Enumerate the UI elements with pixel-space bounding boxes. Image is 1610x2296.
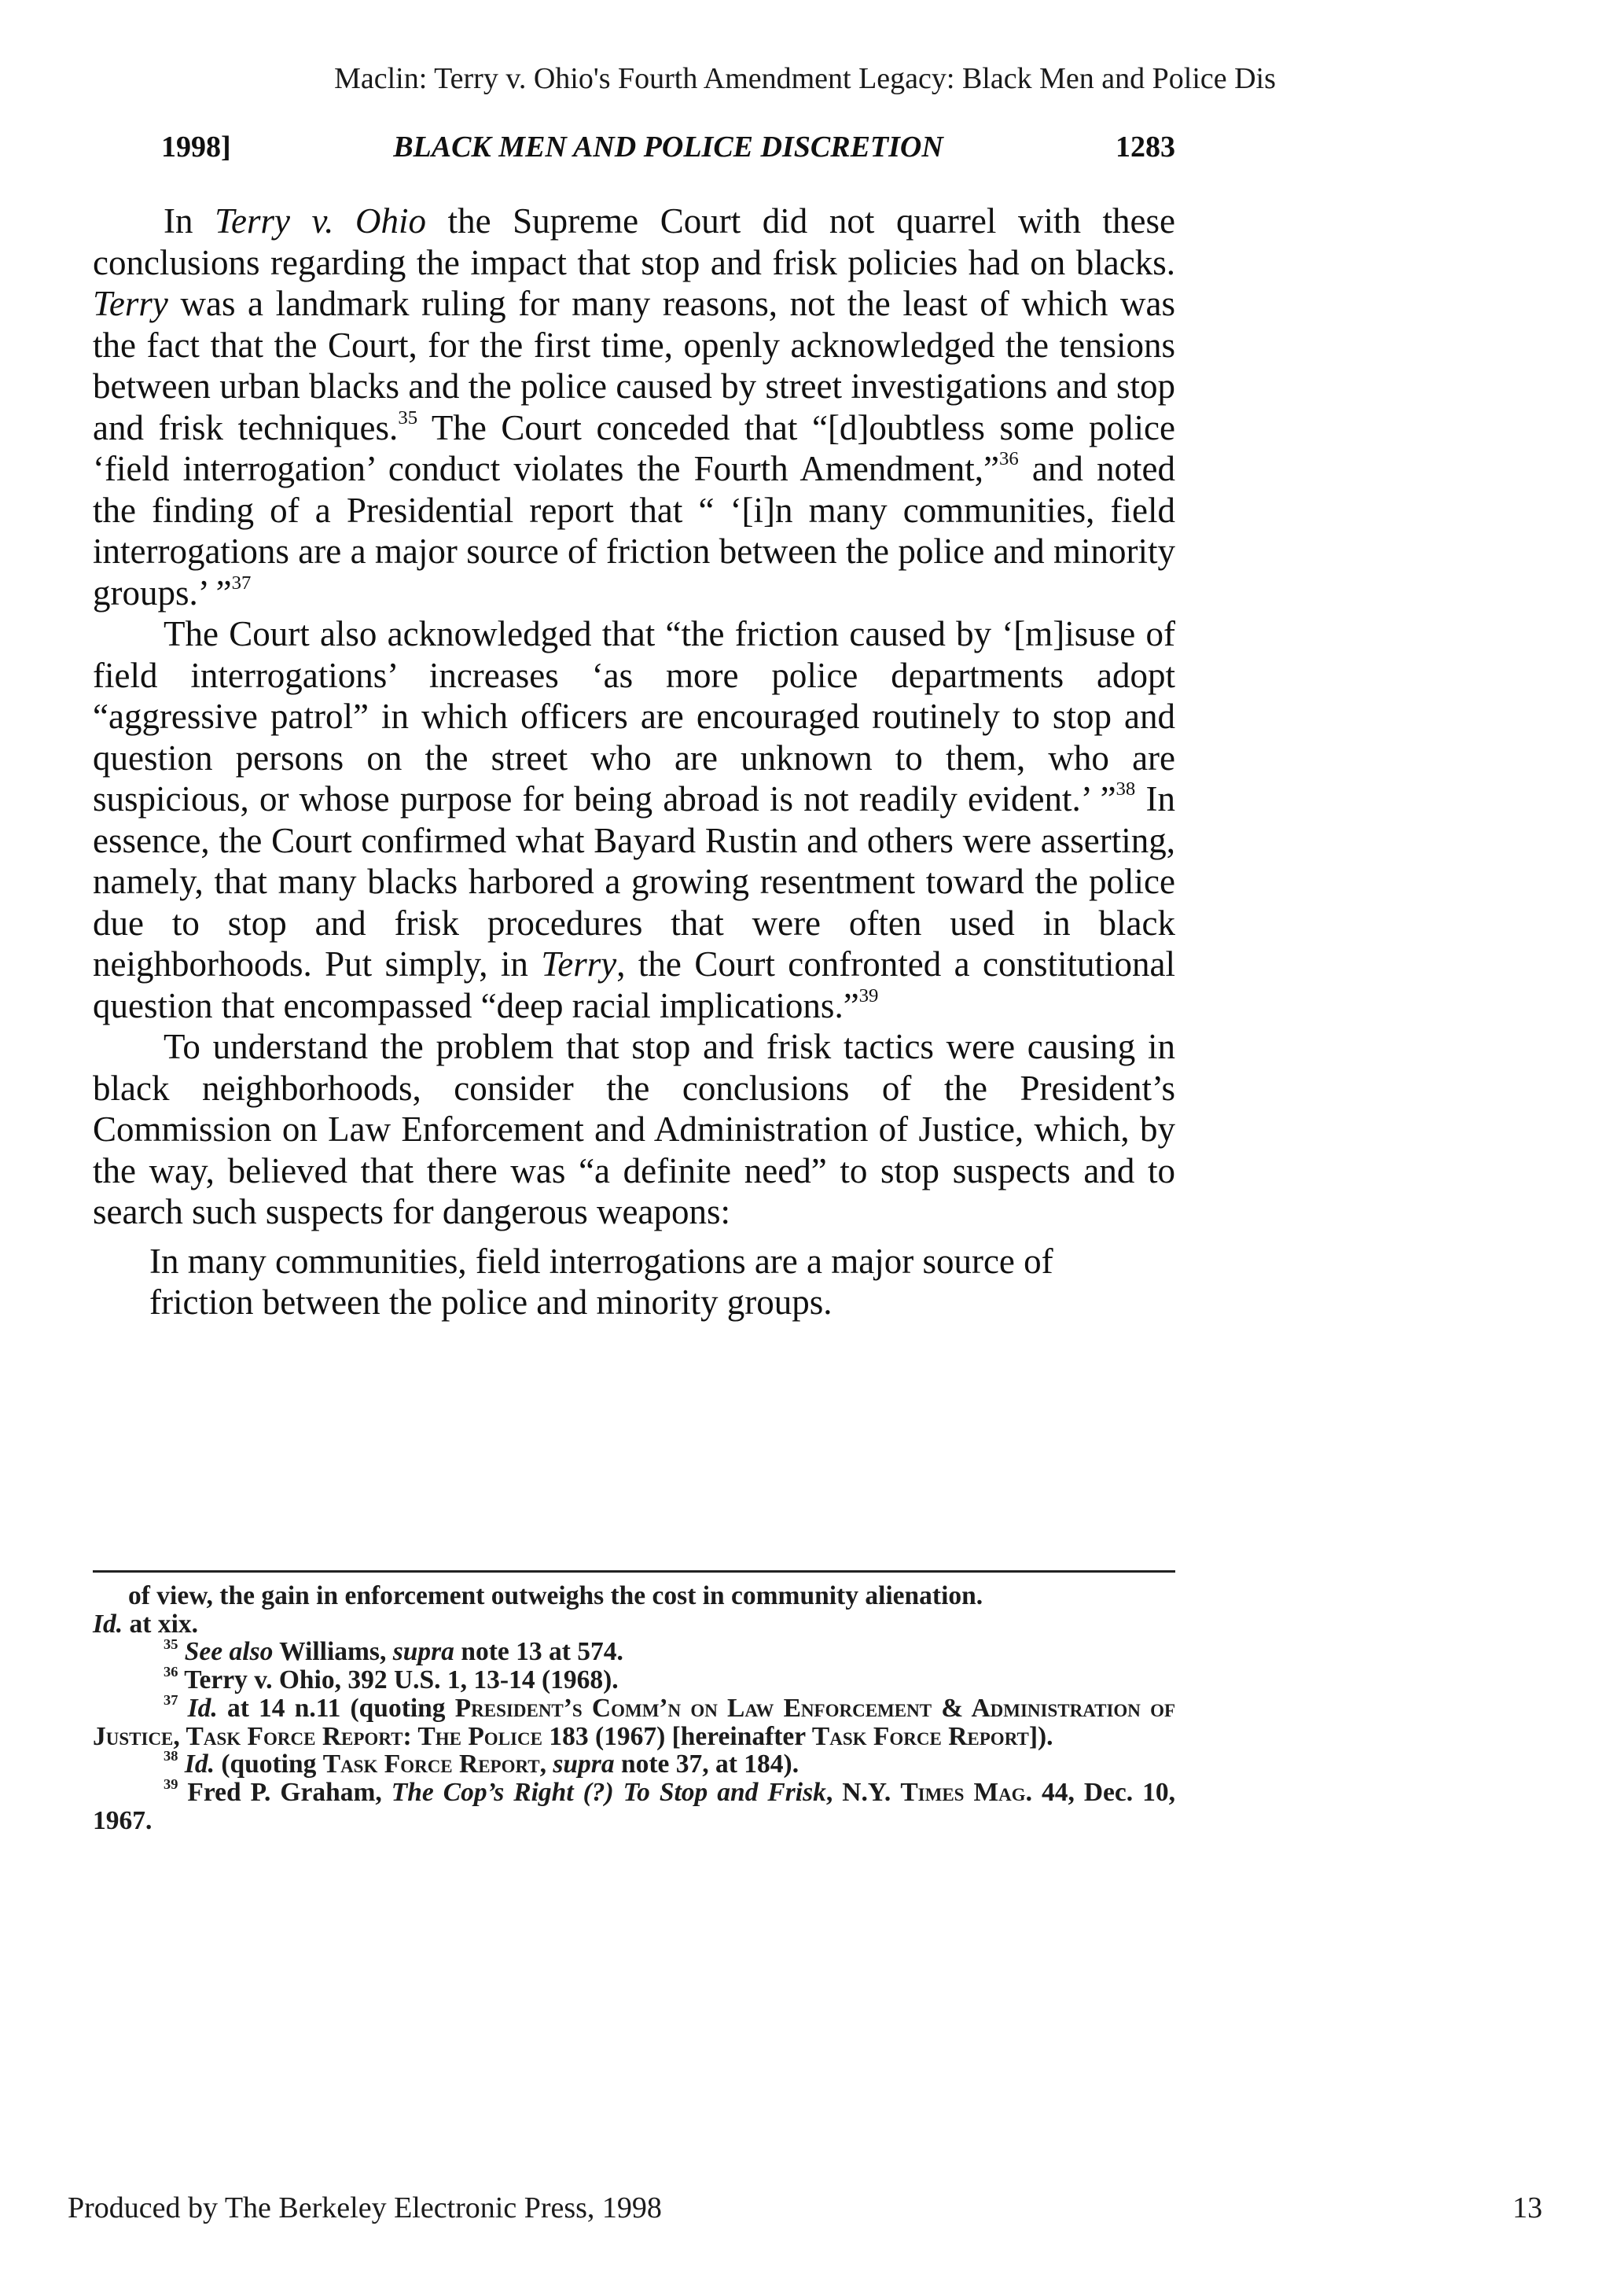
footnote-36 <box>93 1666 1175 1694</box>
running-head-year: 1998] <box>161 131 231 164</box>
text-run: The Court conceded that “[d]oubtless some police ‘field interrogation’ conduct violates the Fourth Amendment,” <box>93 407 1176 488</box>
page-number: 1283 <box>1116 131 1175 164</box>
footnote-39 <box>93 1776 1176 1835</box>
running-head-title: BLACK MEN AND POLICE DISCRETION <box>393 131 943 164</box>
text-run: and noted the finding of a Presidential report that “ ‘[i]n many communities, field interrogations are a major source of friction between the police and minority groups.’ ” <box>93 449 1175 613</box>
footnote-ref-37[interactable]: 37 <box>231 572 252 594</box>
id-signal: Id. <box>184 1750 215 1779</box>
signal: See also <box>184 1637 274 1667</box>
text-run: the Supreme Court did not quarrel with these conclusions regarding the impact that stop and frisk policies had on blacks. <box>93 201 1175 282</box>
page-footer <box>68 2191 1542 2230</box>
text-run: Fred P. Graham, <box>187 1777 391 1807</box>
case-name: Terry <box>541 944 617 984</box>
supra-signal: supra <box>392 1637 454 1667</box>
case-name: Terry <box>93 284 168 323</box>
paragraph-1 <box>93 201 1175 613</box>
footnote-number: 35 <box>164 1636 178 1652</box>
footnote-37 <box>93 1691 1176 1751</box>
article-body <box>93 201 1175 1323</box>
text-run: note 37, at 184). <box>614 1750 799 1779</box>
text-run: The Court also acknowledged that “the friction caused by ‘[m]isuse of field interrogations’ increases ‘as more police departments adopt “aggressive patrol” in which officers are encouraged routinely to stop and question persons on the street who are unknown to them, who are suspicious, or whose purpose for being abroad is not readily evident.’ ” <box>93 614 1175 819</box>
block-quote: In many communities, field interrogations are a major source of friction between the police and minority groups. <box>149 1241 1053 1322</box>
footnote-number: 37 <box>164 1691 178 1708</box>
text-run: , <box>539 1750 553 1779</box>
footnote-divider <box>93 1570 1175 1573</box>
footnote-number: 39 <box>164 1776 178 1793</box>
footnote-38 <box>93 1750 1175 1779</box>
paragraph-2 <box>93 613 1175 1026</box>
footnote-ref-38[interactable]: 38 <box>1116 778 1136 800</box>
footer-publisher: Produced by The Berkeley Electronic Press, 1998 <box>68 2191 662 2224</box>
footnotes <box>93 1582 1175 1834</box>
footnote-id-reference <box>93 1610 1175 1639</box>
article-title: The Cop’s Right (?) To Stop and Frisk <box>391 1777 826 1807</box>
short-title: Task Force Report <box>322 1750 540 1779</box>
footnote-number: 36 <box>164 1664 178 1680</box>
text-run: was a landmark ruling for many reasons, not the least of which was the fact that the Court, for the first time, openly acknowledged the tensions between urban blacks and the police caused by street investigations and stop and frisk techniques. <box>93 284 1175 447</box>
report-title: President’s Comm’n on Law Enforcement & Administration of Justice, Task Force Report: The Police <box>93 1693 1176 1751</box>
footnote-ref-36[interactable]: 36 <box>999 448 1019 470</box>
footnote-ref-35[interactable]: 35 <box>398 407 418 429</box>
text-run: In <box>164 201 215 241</box>
footer-page-number: 13 <box>1513 2191 1542 2224</box>
text-run: at xix. <box>123 1609 199 1639</box>
short-title: Task Force Report <box>811 1721 1029 1751</box>
text-run: 183 (1967) [hereinafter <box>542 1721 812 1751</box>
id-signal: Id. <box>93 1609 123 1639</box>
case-name: Terry v. Ohio <box>215 201 426 241</box>
text-run: note 13 at 574. <box>454 1637 623 1667</box>
text-run: ]). <box>1028 1721 1053 1751</box>
supra-signal: supra <box>553 1750 615 1779</box>
footnote-ref-39[interactable]: 39 <box>858 984 879 1006</box>
text-run: 44, Dec. 10, 1967. <box>93 1777 1176 1835</box>
running-head <box>161 130 1175 169</box>
footnote-35 <box>93 1638 1175 1666</box>
repository-header: Maclin: Terry v. Ohio's Fourth Amendment Legacy: Black Men and Police Dis <box>334 62 1276 95</box>
text-run: Williams, <box>273 1637 393 1667</box>
text-run: , N.Y. <box>825 1777 901 1807</box>
text-run: at 14 n.11 (quoting <box>217 1693 455 1723</box>
text-run: In essence, the Court confirmed what Bayard Rustin and others were asserting, namely, that many blacks harbored a growing resentment toward the police due to stop and frisk procedures that were often used in black neighborhoods. Put simply, in <box>93 779 1175 984</box>
paragraph-3: To understand the problem that stop and frisk tactics were causing in black neighborhoods, consider the conclusions of the President’s Commission on Law Enforcement and Administration of Justice, which, by the way, believed that there was “a definite need” to stop suspects and to search such suspects for dangerous weapons: <box>93 1027 1175 1231</box>
footnote-number: 38 <box>164 1748 178 1764</box>
text-run: Terry v. Ohio, 392 U.S. 1, 13-14 (1968). <box>184 1665 619 1695</box>
id-signal: Id. <box>187 1693 218 1723</box>
footnote-continuation: of view, the gain in enforcement outweighs the cost in community alienation. <box>128 1581 983 1610</box>
text-run: , the Court confronted a constitutional question that encompassed “deep racial implications.” <box>93 944 1176 1025</box>
text-run: (quoting <box>214 1750 323 1779</box>
publication-name: Times Mag. <box>900 1777 1032 1807</box>
